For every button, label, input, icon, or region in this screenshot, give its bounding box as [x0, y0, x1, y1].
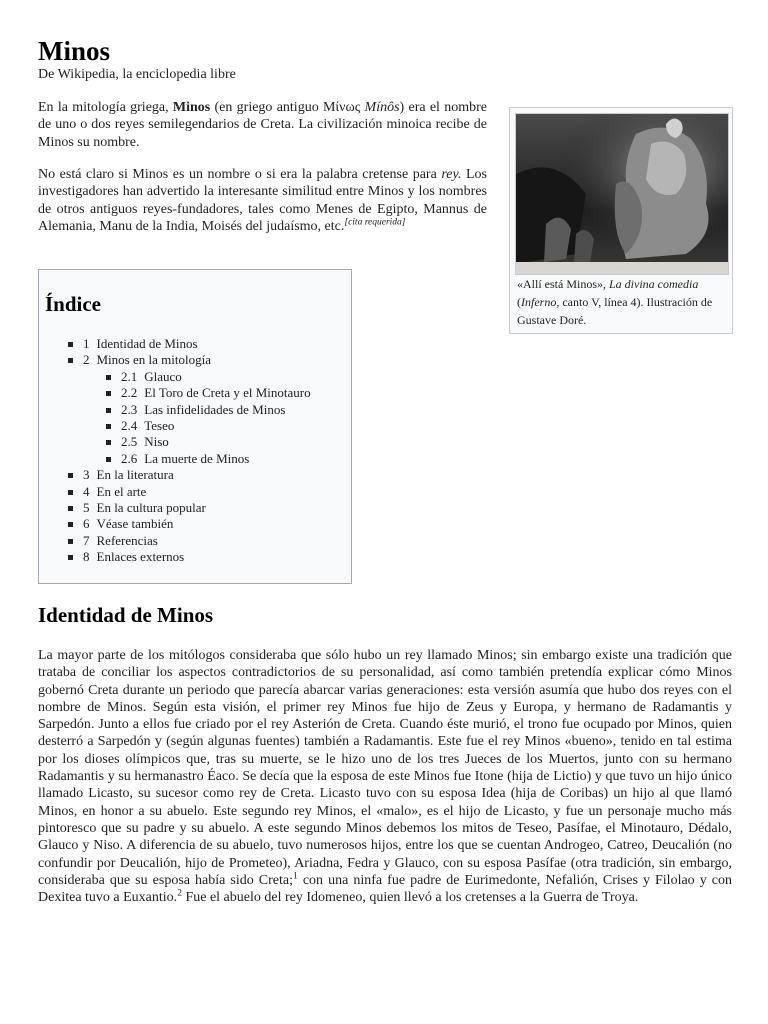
- toc-label: El Toro de Creta y el Minotauro: [144, 385, 311, 401]
- toc-number: 4: [83, 483, 90, 499]
- caption-text: canto V, línea 4). Ilustración de Gustave Doré.: [517, 295, 713, 327]
- section-text: con una ninfa fue padre de Eurimedonte, Nefalión, Crises y Filolao y con Dexitea tuvo a Euxantio.: [38, 872, 732, 906]
- toc-item[interactable]: [83, 533, 158, 549]
- toc-item[interactable]: [83, 484, 146, 500]
- intro-paragraph-2: [38, 166, 487, 235]
- bullet-icon: [68, 555, 73, 560]
- dore-illustration-image[interactable]: [515, 113, 729, 275]
- toc-number: 2.1: [121, 368, 138, 384]
- figure-thumbnail: [509, 107, 733, 334]
- bullet-icon: [68, 473, 73, 478]
- toc-label: Glauco: [144, 368, 182, 384]
- toc-item[interactable]: [83, 516, 173, 532]
- caption-work-title: La divina comedia: [609, 277, 699, 291]
- bullet-icon: [68, 358, 73, 363]
- section-heading: Identidad de Minos: [38, 603, 214, 627]
- toc-number: 2.3: [121, 401, 138, 417]
- toc-number: 7: [83, 532, 90, 548]
- intro-text: En la mitología griega,: [38, 100, 173, 115]
- bullet-icon: [106, 424, 111, 429]
- toc-number: 3: [83, 467, 90, 483]
- toc-label: Identidad de Minos: [96, 336, 198, 351]
- bold-term: Minos: [172, 100, 211, 115]
- toc-label: En el arte: [96, 483, 147, 499]
- section-text: Fue el abuelo del rey Idomeneo, quien llevó a los cretenses a la Guerra de Troya.: [181, 890, 639, 906]
- citation-needed-link[interactable]: [cita requerida]: [344, 217, 406, 228]
- toc-item[interactable]: [121, 451, 249, 467]
- bullet-icon: [68, 539, 73, 544]
- toc-label: Las infidelidades de Minos: [144, 401, 286, 417]
- bullet-icon: [68, 490, 73, 495]
- section-paragraph: [38, 647, 732, 906]
- toc-item[interactable]: [121, 385, 311, 401]
- greek-transliteration: Mínôs: [364, 100, 400, 115]
- intro-text: ) era el nombre de uno o dos reyes semilegendarios de Creta. La civilización minoica recibe de Minos su nombre.: [38, 100, 487, 150]
- bullet-icon: [68, 506, 73, 511]
- bullet-icon: [68, 522, 73, 527]
- toc-number: 2.2: [121, 385, 138, 401]
- toc-item[interactable]: [121, 369, 182, 385]
- toc-title: Índice: [45, 292, 102, 316]
- table-of-contents: [38, 269, 352, 584]
- bullet-icon: [106, 375, 111, 380]
- italic-term: rey.: [441, 167, 462, 182]
- toc-item[interactable]: [83, 500, 206, 516]
- figure-caption: [517, 275, 727, 329]
- caption-canto: Inferno,: [521, 295, 560, 309]
- toc-label: En la literatura: [96, 467, 174, 483]
- intro-text: No está claro si Minos es un nombre o si era la palabra cretense para: [38, 167, 442, 182]
- toc-number: 8: [83, 549, 90, 565]
- bullet-icon: [68, 342, 73, 347]
- toc-label: Minos en la mitología: [96, 352, 211, 368]
- toc-item[interactable]: [83, 336, 198, 352]
- toc-label: Véase también: [96, 516, 174, 532]
- toc-label: Enlaces externos: [96, 549, 185, 565]
- reference-link-2[interactable]: 2: [177, 888, 182, 899]
- bullet-icon: [106, 408, 111, 413]
- toc-number: 1: [83, 336, 90, 351]
- reference-link-1[interactable]: 1: [293, 871, 298, 882]
- caption-text: (: [517, 295, 521, 309]
- toc-number: 2.4: [121, 418, 138, 433]
- toc-item[interactable]: [121, 418, 174, 434]
- toc-item[interactable]: [83, 549, 184, 565]
- section-text: La mayor parte de los mitólogos consideraba que sólo hubo un rey llamado Minos; sin embargo existe una tradición que trataba de conciliar los aspectos contradictorios de su personalidad, así como también pretendía explicar cómo Minos gobernó Creta durante un periodo que parecía abarcar varias generaciones: esta versión asumía que hubo dos reyes con el nombre de Minos. Según esta visión, el primer rey Minos fue hijo de Zeus y Europa, y hermano de Radamantis y Sarpedón. Junto a ellos fue criado por el rey Asterión de Creta. Cuando éste murió, el trono fue ocupado por Minos, quien desterró a Sarpedón y (según algunas fuentes) también a Radamantis. Este fue el rey Minos «bueno», tenido en tal estima por los dioses olímpicos que, tras su muerte, se le hizo uno de los tres Jueces de los Muertos, junto con su hermano Radamantis y su hermanastro Éaco. Se decía que la esposa de este Minos fue Itone (hija de Lictio) y que tuvo un hijo único llamado Licasto, su sucesor como rey de Creta. Licasto tuvo con su esposa Idea (hija de Coribas) un hijo al que llamó Minos, en honor a su abuelo. Este segundo rey Minos, el «malo», es el hijo de Licasto, y fue un personaje mucho más pintoresco que su padre y su abuelo. A este segundo Minos debemos los mitos de Teseo, Pasífae, el Minotauro, Dédalo, Glauco y Niso. A diferencia de su abuelo, tuvo numerosos hijos, entre los que se cuentan Androgeo, Catreo, Deucalión (no confundir por Deucalión, hijo de Prometeo), Ariadna, Fedra y Glauco, con su esposa Pasífae (otra tradición, sin embargo, consideraba que su esposa había sido Creta;: [38, 648, 732, 888]
- toc-label: La muerte de Minos: [144, 450, 250, 466]
- page-subtitle: De Wikipedia, la enciclopedia libre: [38, 67, 236, 82]
- page-title: Minos: [38, 36, 111, 66]
- toc-number: 6: [83, 516, 90, 532]
- toc-label: Teseo: [144, 418, 175, 433]
- toc-number: 2.6: [121, 450, 138, 466]
- svg-text:· · ·: · · ·: [619, 266, 625, 270]
- intro-paragraph-1: [38, 99, 487, 151]
- toc-item[interactable]: [121, 402, 285, 418]
- caption-text: «Allí está Minos»,: [517, 277, 609, 291]
- bullet-icon: [106, 457, 111, 462]
- toc-label: Referencias: [96, 532, 158, 548]
- toc-number: 2: [83, 352, 90, 368]
- toc-number: 2.5: [121, 434, 138, 450]
- toc-label: En la cultura popular: [96, 500, 206, 515]
- bullet-icon: [106, 391, 111, 396]
- bullet-icon: [106, 440, 111, 445]
- intro-text: Los investigadores han advertido la interesante similitud entre Minos y los nombres de otros antiguos reyes-fundadores, tales como Menes de Egipto, Mannus de Alemania, Manu de la India, Moisés del judaísmo, etc.: [38, 167, 488, 234]
- toc-item[interactable]: [83, 467, 174, 483]
- toc-item[interactable]: [121, 434, 169, 450]
- intro-text: (en griego antiguo Μίνως: [210, 100, 365, 115]
- toc-number: 5: [83, 500, 90, 515]
- toc-label: Niso: [144, 434, 169, 450]
- toc-item[interactable]: [83, 352, 211, 368]
- engraving-illustration: [516, 114, 728, 274]
